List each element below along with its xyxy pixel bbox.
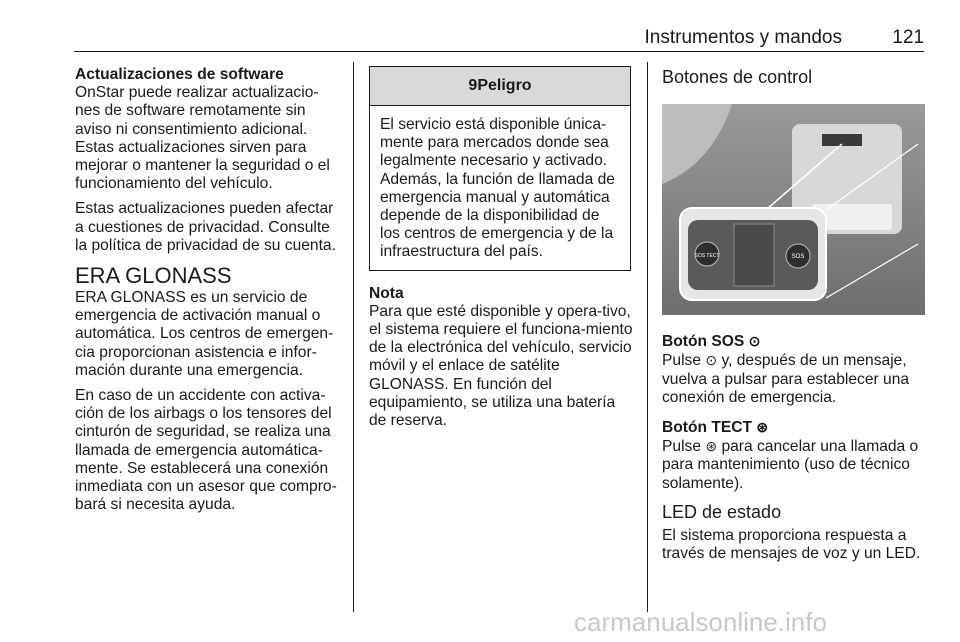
software-paragraph-2: Estas actualizaciones pueden afectar a cuestiones de privacidad. Consulte la política de privacidad de su cuenta. [75,200,336,254]
era-paragraph-2: En caso de un accidente con activa-ción de los airbags o los tensores del cinturón de seguridad, se realiza una llamada de emergencia automática-mente. Se establecerá una conexión inmediata con un asesor que compro-bará si necesita ayuda. [75,387,337,514]
led-text: El sistema proporciona respuesta a través de mensajes de voz y un LED. [662,526,921,563]
control-buttons-heading: Botones de control [662,67,813,87]
control-buttons-photo [662,104,925,315]
tect-heading-text: Botón TECT [662,419,753,437]
led-heading: LED de estado [662,501,782,522]
column-divider-2 [647,62,648,612]
watermark: carmanualsonline.info [574,607,827,637]
photo-tect-label: SOS TECT [694,253,720,259]
tect-inline-icon: ⊛ [705,438,718,455]
sos-text [662,351,928,407]
page-header [74,27,924,52]
column-left [75,66,339,521]
sos-button-icon: ⊙ [748,333,761,350]
danger-header [370,67,630,106]
note-heading: Nota [369,284,404,302]
tect-button-heading [662,418,928,437]
header-title: Instrumentos y mandos [644,27,842,48]
sos-button-heading [662,332,928,351]
sos-text-a: Pulse [662,352,702,370]
note-text: Para que esté disponible y opera-tivo, el sistema requiere el funciona-miento de la electrónica del vehículo, servicio móvil y el enlace de satélite GLONASS. En función del equipamiento, se utiliza una batería de reserva. [369,302,633,430]
column-right [662,66,928,570]
column-divider-1 [353,62,354,612]
tect-text-b: para cancelar una llamada o para mantenimiento (uso de técnico solamente). [662,438,919,492]
sos-inline-icon: ⊙ [705,352,718,369]
tect-text-a: Pulse [662,438,702,456]
sos-heading-text: Botón SOS [662,333,745,351]
danger-box [369,66,631,271]
software-heading: Actualizaciones de software [75,66,284,83]
era-glonass-heading: ERA GLONASS [75,263,232,289]
tect-button-icon: ⊛ [756,419,769,436]
danger-text: El servicio está disponible única-mente para mercados donde sea legalmente necesario y activado. Además, la función de llamada de emergencia manual y automática depende de la disponibilidad de los centros de emergencia y de la infraestructura del país. [380,116,615,261]
tect-text [662,437,928,493]
era-paragraph-1: ERA GLONASS es un servicio de emergencia de activación manual o automática. Los centros de emergen-cia proporcionan asistencia e infor-mación durante una emergencia. [75,289,334,379]
page-number: 121 [892,27,924,48]
photo-sos-label: SOS [791,254,805,260]
column-middle [369,66,633,437]
software-paragraph-1: OnStar puede realizar actualizacio-nes de software remotamente sin aviso ni consentimiento adicional. Estas actualizaciones sirven para mejorar o mantener la seguridad o el funcionamiento del vehículo. [75,84,330,193]
danger-icon: 9 [468,77,478,94]
danger-title: Peligro [477,77,532,94]
sos-text-b: y, después de un mensaje, vuelva a pulsar para establecer una conexión de emergencia. [662,352,910,406]
